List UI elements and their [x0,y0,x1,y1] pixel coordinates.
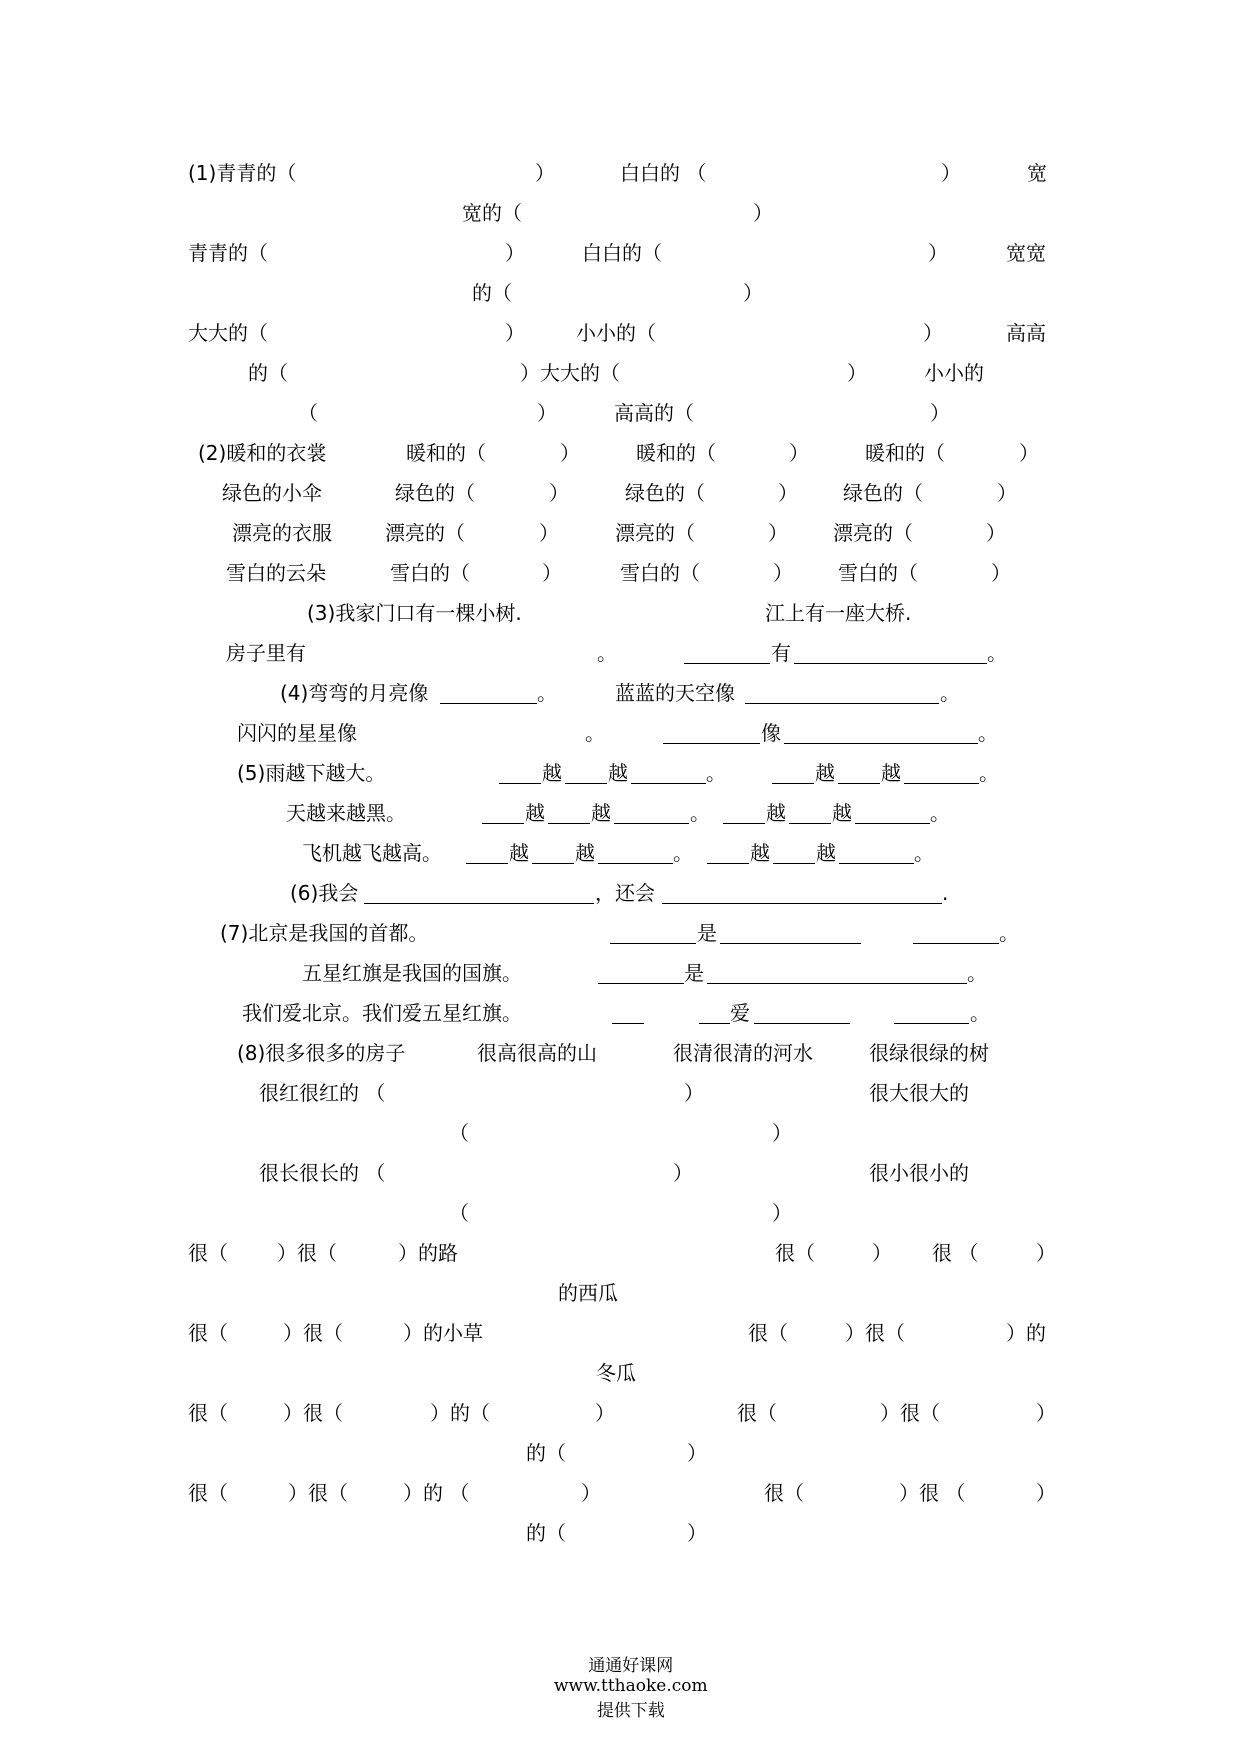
text: 绿色的（ [843,481,923,505]
text: ） [1036,1401,1056,1425]
text: 绿色的（ [625,481,705,505]
text: （ [449,1201,469,1225]
text: 越 [608,761,628,785]
text: 。 [585,721,605,745]
blank-line [904,783,979,784]
text: ） [687,1441,707,1465]
text: 绿色的小伞 [222,481,322,505]
text: 越 [832,801,852,825]
text: ） [941,161,961,185]
text: (4)弯弯的月亮像 [280,681,429,705]
text: ）大大的（ [520,361,620,385]
text: ） [581,1481,601,1505]
text: 雪白的（ [620,561,700,585]
text: 很小很小的 [869,1161,969,1185]
text: 越 [750,841,770,865]
blank-line [684,663,770,664]
blank-line [913,943,999,944]
text: 很（ [764,1481,804,1505]
blank-line [614,823,689,824]
text: ）的 （ [403,1481,470,1505]
text: ） [560,441,580,465]
blank-line [794,663,987,664]
text: 漂亮的（ [385,521,465,545]
text: 的（ [526,1441,566,1465]
blank-line [663,743,760,744]
text: ）很（ [880,1401,940,1425]
text: ） [549,481,569,505]
text: 小小的（ [576,321,656,345]
text: ） [789,441,809,465]
text: ） [773,561,793,585]
text: 暖和的（ [636,441,716,465]
blank-line [707,983,967,984]
text: 。 [987,641,1007,665]
blank-line [598,863,673,864]
blank-line [532,863,574,864]
text: ） [923,321,943,345]
text: 大大的（ [188,321,268,345]
text: ） [1036,1241,1056,1265]
text: ）的 [1006,1321,1046,1345]
blank-line [364,903,594,904]
blank-line [838,783,880,784]
text: (8)很多很多的房子 [237,1041,406,1065]
text: 雪白的云朵 [226,561,326,585]
blank-line [773,863,815,864]
text: 房子里有 [226,641,306,665]
text: 暖和的（ [406,441,486,465]
blank-line [723,823,765,824]
text: 很红很红的 （ [259,1081,386,1105]
text: ） [847,361,867,385]
blank-line [612,1023,644,1024]
blank-line [662,903,942,904]
text: 越 [542,761,562,785]
text: 很 （ [932,1241,979,1265]
text: 雪白的（ [838,561,918,585]
text: . [942,881,949,905]
text: ） [684,1081,704,1105]
blank-line [784,743,978,744]
text: 的（ [526,1521,566,1545]
text: ）很 （ [899,1481,966,1505]
text: ） [768,521,788,545]
text: 的（ [472,281,512,305]
text: (6)我会 [290,881,359,905]
text: 很（ [737,1401,777,1425]
text: 很（ [775,1241,815,1265]
text: 青青的（ [188,241,268,265]
text: 五星红旗是我国的国旗。 [302,961,522,985]
text: 。 [673,841,693,865]
text: (5)雨越下越大。 [237,761,386,785]
text: 越 [575,841,595,865]
text: 越 [525,801,545,825]
text: 是 [697,921,717,945]
footer-site-name: 通通好课网 [588,1656,674,1676]
blank-line [565,783,607,784]
text: ）的路 [398,1241,458,1265]
text: 很（ [188,1401,228,1425]
text: 漂亮的（ [615,521,695,545]
text: 。 [940,681,960,705]
text: （ [298,401,318,425]
text: 。 [979,761,999,785]
text: 像 [761,721,781,745]
text: 冬瓜 [596,1361,636,1385]
text: 我们爱北京。我们爱五星红旗。 [242,1001,522,1025]
text: ） [772,1121,792,1145]
text: 。 [978,721,998,745]
text: 。 [690,801,710,825]
text: 爱 [730,1001,750,1025]
text: 。 [706,761,726,785]
blank-line [707,863,749,864]
text: 很绿很绿的树 [869,1041,989,1065]
text: ） [930,401,950,425]
text: 高高 [1006,321,1046,345]
text: 越 [591,801,611,825]
text: ） [991,561,1011,585]
text: 很长很长的 （ [259,1161,386,1185]
text: 暖和的（ [865,441,945,465]
text: ） [872,1241,892,1265]
text: 宽 [1027,161,1047,185]
text: ） [1036,1481,1056,1505]
text: ）很（ [288,1481,348,1505]
text: （ [449,1121,469,1145]
text: ） [505,321,525,345]
text: ） [535,161,555,185]
text: 的（ [248,361,288,385]
page-footer [0,1631,1240,1741]
text: 白白的 （ [620,161,707,185]
text: 很清很清的河水 [673,1041,813,1065]
text: ） [595,1401,615,1425]
text: ） [753,201,773,225]
blank-line [894,1023,969,1024]
blank-line [598,983,684,984]
blank-line [440,703,537,704]
blank-line [772,783,814,784]
text: (3)我家门口有一棵小树. [307,601,522,625]
text: ）很（ [283,1321,343,1345]
blank-line [482,823,524,824]
text: 。 [597,641,617,665]
text: 越 [881,761,901,785]
blank-line [855,823,930,824]
text: ，还会 [595,881,655,905]
text: ） [505,241,525,265]
text: 小小的 [924,361,984,385]
text: ） [743,281,763,305]
text: (2)暖和的衣裳 [198,441,327,465]
text: ） [687,1521,707,1545]
text: (7)北京是我国的首都。 [220,921,429,945]
text: 江上有一座大桥. [765,601,912,625]
text: 越 [816,841,836,865]
text: 很（ [188,1241,228,1265]
text: 漂亮的衣服 [232,521,332,545]
text: ）很（ [283,1401,343,1425]
text: 是 [684,961,704,985]
text: 。 [914,841,934,865]
text: ） [539,521,559,545]
text: 。 [999,921,1019,945]
blank-line [466,863,508,864]
text: 漂亮的（ [833,521,913,545]
text: 有 [771,641,791,665]
text: ）的（ [430,1401,490,1425]
text: ） [537,401,557,425]
text: 越 [815,761,835,785]
text: 很（ [188,1481,228,1505]
text: ） [542,561,562,585]
text: 白白的（ [582,241,662,265]
text: 。 [970,1001,990,1025]
text: 飞机越飞越高。 [302,841,442,865]
text: ） [997,481,1017,505]
text: ）很（ [277,1241,337,1265]
text: (1)青青的（ [188,161,297,185]
text: ）的小草 [403,1321,483,1345]
footer-note: 提供下载 [596,1701,665,1721]
text: 雪白的（ [390,561,470,585]
text: 。 [967,961,987,985]
text: ）很（ [845,1321,905,1345]
footer-url: www.tthaoke.com [553,1676,708,1696]
blank-line [548,823,590,824]
text: 绿色的（ [395,481,475,505]
text: 越 [766,801,786,825]
text: 宽的（ [462,201,522,225]
blank-line [745,703,939,704]
text: 很（ [188,1321,228,1345]
text: 蓝蓝的天空像 [615,681,735,705]
blank-line [631,783,706,784]
text: 很（ [748,1321,788,1345]
text: ） [986,521,1006,545]
text: 天越来越黑。 [286,801,406,825]
text: ） [778,481,798,505]
text: 很大很大的 [869,1081,969,1105]
text: 宽宽 [1006,241,1046,265]
text: 。 [537,681,557,705]
blank-line [499,783,541,784]
blank-line [699,1023,730,1024]
text: 。 [930,801,950,825]
text: 很高很高的山 [477,1041,597,1065]
text: ） [772,1201,792,1225]
blank-line [839,863,914,864]
text: 的西瓜 [558,1281,618,1305]
text: 闪闪的星星像 [237,721,357,745]
text: 高高的（ [614,401,694,425]
blank-line [720,943,861,944]
blank-line [754,1023,850,1024]
text: ） [928,241,948,265]
text: ） [1019,441,1039,465]
blank-line [789,823,831,824]
blank-line [610,943,696,944]
text: ） [673,1161,693,1185]
text: 越 [509,841,529,865]
